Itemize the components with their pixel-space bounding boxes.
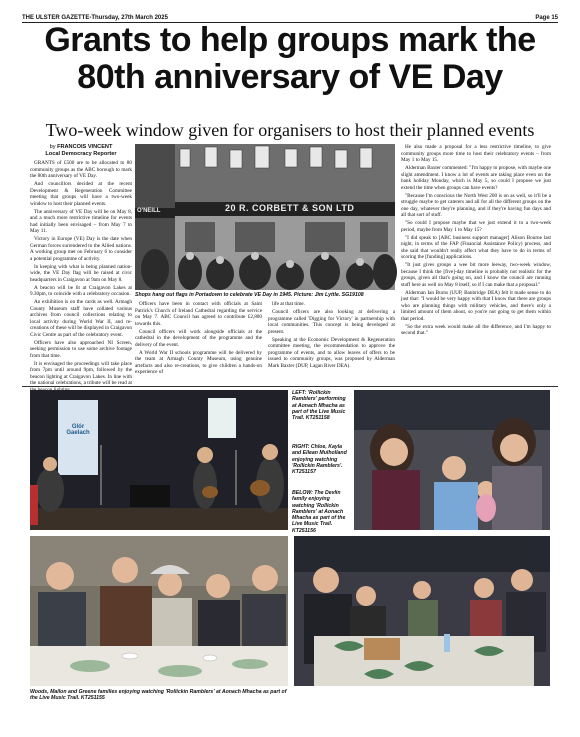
- devlin-family-scene: [294, 536, 550, 686]
- paragraph: Speaking at the Economic Development & Regeneration committee meeting, the recommendation to approve the programme of events, and to allow leaves of offers to be issued to community groups, was proposed by Alderman Mark Baxter (DUP, Lagan River DEA).: [268, 336, 395, 369]
- caption-bottom: Woods, Mallon and Greene families enjoying watching 'Rollickin Ramblers' at Aonach Mhacha as part of the Live Music Trail. KT251155: [30, 689, 287, 702]
- paragraph: life at that time.: [272, 301, 305, 307]
- headline: [22, 22, 558, 96]
- banner-text: Glór Gaelach: [66, 424, 90, 436]
- paper-title: THE ULSTER GAZETTE-Thursday, 27th March 2025: [22, 15, 168, 21]
- paragraph: Council officers will work alongside officials at the cathedral in the development of the programme and the delivery of the event.: [135, 328, 262, 348]
- photo-band-performing: [30, 390, 288, 530]
- byline: by FRANCOIS VINCENT Local Democracy Reporter: [30, 144, 132, 157]
- paragraph: "I did speak to [ABC business support manager] Alison Bourne last night, in terms of the FAP (Financial Assistance Policy) process, and she said that wouldn't really affect what they have to do in terms of scoring the [funding] applications.: [401, 234, 551, 260]
- headline-line-1: Grants to help groups mark the: [44, 21, 536, 59]
- archive-shop-sign: 20 R. CORBETT & SON LTD: [225, 203, 355, 213]
- paragraph: "So could I propose maybe that we just extend it to a two-week period, maybe from May 1 to May 15?: [401, 220, 551, 233]
- paragraph: "It just gives groups a wee bit more leeway, two-week window, because I think the [five]-day timeline is probably not realistic for the groups, given all that's going on, and I know the council are running stuff here as well on May 8 itself, so if I can make that a proposal.": [401, 262, 551, 288]
- archive-photo-ve-day: [135, 144, 395, 290]
- paragraph: The anniversary of VE Day will be on May 8, and a much more restrictive timeline for events had initially been envisaged – from May 7 to May 11.: [30, 208, 132, 234]
- paragraph: "Because I'm conscious the North West 200 is on as well, so it'll be a struggle maybe to get caterers and all for all the different groups on the one day, whatever they're planning, and if they're having fun days and all that sort of stuff.: [401, 192, 551, 218]
- paragraph: Alderman Ian Burns (UUP, Banbridge DEA) felt it made sense to do just that: "I would be very happy with that I know that there are groups who are planning things with military vehicles, and there's only a limited amount of them about, so you're not going to get them within that period.: [401, 289, 551, 322]
- article-column-2: [135, 301, 262, 385]
- headline-line-2: 80th anniversary of VE Day: [77, 58, 503, 96]
- caption-below: BELOW: The Devlin family enjoying watching 'Rollickin Ramblers' at Aonach Mhacha as part of the Live Music Trail. KT251156: [292, 490, 346, 534]
- caption-right: RIGHT: Chloe, Kayla and Eilean Mulholland enjoying watching 'Rollickin Ramblers'. KT251157: [292, 444, 347, 476]
- paragraph: GRANTS of £500 are to be allocated to 80 community groups as the ABC borough to mark the 80th anniversary of VE Day.: [30, 160, 132, 179]
- paragraph: And councillors decided at the recent Development & Regeneration Committee meeting that groups will have a two-week window to host their planned events.: [30, 181, 132, 207]
- paragraph: He also made a proposal for a less restrictive timeline, to give community groups more time to host their celebratory events – from May 1 to May 15.: [401, 144, 551, 163]
- section-divider: [22, 386, 558, 387]
- photo-devlin-family: [294, 536, 550, 686]
- article-column-1: [30, 144, 132, 384]
- column-1-body: [30, 160, 132, 393]
- paragraph: Alderman Baxter commented: "I'm happy to propose, with maybe one slight amendment. I know a lot of events are taking place even on the bank holiday Monday, which is May 5, so could I propose we just extend the time when groups can have events?: [401, 165, 551, 191]
- archive-photo-caption: Shops hang out flags in Portadown to celebrate VE Day in 1945. Picture: Jim Lyttle. SG19108: [135, 292, 364, 298]
- archive-street-scene: [135, 144, 395, 290]
- paragraph: A beacon will be lit at Craigavon Lakes at 9.30pm, to coincide with a celebratory occasion.: [30, 284, 132, 297]
- paragraph: A World War II schools programme will be delivered by the team at Armagh County Museum, using genuine artefacts and also re-creations, to give children a hands-on experience of: [135, 349, 262, 375]
- paragraph: An exhibition is on the cards as well. Armagh County Museum staff have collated various archives from council collections relating to local activity during World War II, and re-creations of these will be displayed in Craigavon Civic Centre as part of the celebratory event.: [30, 299, 132, 338]
- article-column-3: [268, 301, 395, 385]
- paragraph: In keeping with what is being planned nation-wide, the VE Day flag will be raised at civic headquarters in Craigavon at 9am on May 8.: [30, 263, 132, 283]
- band-scene: [30, 390, 288, 530]
- photo-mulholland-family: [354, 390, 550, 530]
- paragraph: Council officers are also looking at delivering a programme called 'Digging for Victory' in partnership with local communities. This concept is being developed at present.: [268, 309, 395, 335]
- article-column-4: [401, 144, 551, 384]
- paragraph: Officers have also approached NI Screen, seeking permission to use some archive footage from that time.: [30, 339, 132, 359]
- byline-name: FRANCOIS VINCENT: [57, 144, 113, 150]
- paragraph: Victory in Europe (VE) Day is the date when German forces surrendered to the Allied nations. A working group met on February 6 to consider a potential programme of activity.: [30, 236, 132, 262]
- paragraph: Officers have been in contact with officials at Saint Patrick's Church of Ireland Cathedral regarding the service on May 7. ABC Council has agreed to contribute £2,800 towards this.: [135, 301, 262, 327]
- page-number: Page 15: [535, 15, 558, 21]
- family-scene: [354, 390, 550, 530]
- subheadline: Two-week window given for organisers to host their planned events: [45, 120, 535, 140]
- archive-shop-sign-left: O'NEILL: [137, 208, 161, 214]
- paragraph: "So the extra week would make all the difference, and I'm happy to second that.": [401, 323, 551, 336]
- photo-families-table: [30, 536, 288, 686]
- caption-left: LEFT: 'Rollickin Ramblers' performing at Aonach Mhacha as part of the Live Music Trail. KT251158: [292, 390, 346, 422]
- byline-role: Local Democracy Reporter: [45, 150, 117, 157]
- paragraph: It is envisaged the proceedings will take place from 7pm until around 9pm, followed by the beacon lighting at Craigavon Lakes. In line with the national celebrations, a tribute will be read at: [30, 360, 132, 386]
- families-table-scene: [30, 536, 288, 686]
